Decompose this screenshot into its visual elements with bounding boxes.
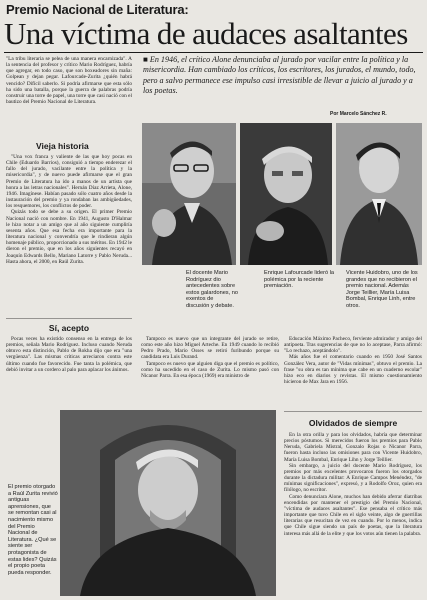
section-heading-vieja: Vieja historia <box>36 141 89 151</box>
section-body-acepto <box>6 336 132 373</box>
photo-raul-zurita <box>60 410 276 596</box>
caption-raul-zurita: El premio otorgado a Raúl Zurita revivió antiguas aprensiones, que se remontan casi al nacimiento mismo del Premio Nacional de Literatura. ¿Qué se siente ser protagonista de estas lides? Quizás el propio poeta pueda responder. <box>8 484 58 576</box>
paragraph: En la otra orilla y para los olvidados, habría que determinar precios póstumos. Si merecidos fueron los premios para Pablo Neruda, Gabriela Mistral, Gonzalo Rojas o Nicanor Parra, fueron hasta incluso las omisiones para con Vicente Huidobro, María Luisa Bombal, Enrique Lihn y Jorge Teillier. <box>284 432 422 463</box>
photo-enrique-lafourcade <box>240 123 332 265</box>
headline-rule <box>4 52 423 53</box>
column-middle <box>141 336 279 379</box>
headline: Una víctima de audaces asaltantes <box>4 16 408 51</box>
byline: Por Marcelo Sánchez R. <box>330 111 387 117</box>
column-right-top <box>284 336 422 385</box>
section-body-olvidados <box>284 432 422 537</box>
divider <box>284 411 422 412</box>
section-heading-olvidados: Olvidados de siempre <box>308 418 398 428</box>
paragraph: Más años fue el comentario cuando en 1950 José Santos González Vera, autor de "Vidas mínimas", obtuvo el premio. La frase "su obra es tan mínima que cabe en un cuaderno escolar" hizo eco en diarios y revistas. El mismo cuestionamiento hicieron de Max Jara en 1956. <box>284 354 422 386</box>
photo-mario-rodriguez <box>142 123 236 265</box>
paragraph: Como denunciara Alone, muchos han debido aferrar diatribas encendidas por mantener el prestigio del Premio Nacional, "víctima de audaces asaltantes". Ese pensaba el crítico más importante que tuvo Chile en el siglo veinte, algo de guerrillas literarias que resucitan de vez en cuando. Por lo menos, indica que Chile sigue siendo un país de poetas, que la literatura interesa más allá de la elite y que los votos aún tienen la palabra. <box>284 493 422 537</box>
photo-vicente-huidobro <box>336 123 422 265</box>
paragraph: Tampoco es nuevo que un integrante del jurado se retire, como este año hizo Miguel Arteche. En 1949 cuando lo recibió Pedro Prado, Mario Osses se retiró furibundo porque su candidata era Luis Durand. <box>141 336 279 361</box>
paragraph: Sin embargo, a juicio del docente Mario Rodríguez, los premios por más excelentes provocaron fueron los otorgados durante la dictadura militar: A Enrique Campos Menéndez, "de mínimas significaciones", expresó, y a Rodolfo Oroz, quien era filólogo, no escritor. <box>284 462 422 494</box>
section-body-vieja <box>6 154 132 265</box>
paragraph: Tampoco es nuevo que alguien diga que el premio es político, como ha sucedido en el caso de Zurita. Lo mismo pasó con Nicanor Parra. En esa época (1969) era ministro de <box>141 360 279 379</box>
divider <box>6 318 132 319</box>
section-heading-acepto: Sí, acepto <box>48 323 90 333</box>
kicker: Premio Nacional de Literatura: <box>6 2 189 17</box>
caption-enrique-lafourcade: Enrique Lafourcade lideró la polémica por la reciente premiación. <box>264 270 334 290</box>
intro-text: "La tribu literaria se pelea de una manera encarnizada". A la sentencia del profesor y crítico Mario Rodríguez, habría que agregar, en todo caso, que son boxeadores sin maña: Golpean y dejan pegar. Lafourcade-Zurita ¿quién habrá vencido? Difícil saberlo. Si podría afirmarse que esta sólo ha sido una batalla, porque la guerra de palabras podría construir una torre de papel, una torre que casi nació con el bautizo del Premio Nacional de Literatura. <box>6 56 132 106</box>
deck: ■ En 1946, el crítico Alone denunciaba al jurado por vacilar entre la política y la misericordia. Han cambiado los críticos, los escritores, los jurados, el mundo, todo, pero a salvo permanece ese impulso casi irresistible de llevar a juicio al jurado y a los poetas. <box>143 55 416 95</box>
paragraph: "Una vox franca y valiente de las que hoy pocas en Chile (Eduardo Barrios), consiguió a tiempo enderezar el fallo del jurado, vacilante entre la política y la misericordia", y de nuevo puede afirmarse que el gran Premio de Literatura ha ido a manos de un artista que honra a las letras nacionales". Hernán Díaz Arrieta, Alone, 1946. Imagínese. Habían pasado sólo cuatro años desde la instauración del premio y ya rondaban las ambigüedades, los resquemores, los conflictos de poder. <box>6 154 132 210</box>
caption-mario-rodriguez: El docente Mario Rodríguez dio antecedentes sobre estos galardones, no exentos de discusión y debate. <box>186 270 238 309</box>
paragraph: Educación Máximo Pacheco, ferviente admirador y amigo del antipoeta. Tras sugerencias de que no lo aceptase, Parra afirmó: "Lo rechazo, aceptándolo". <box>284 336 422 355</box>
caption-vicente-huidobro: Vicente Huidobro, uno de los grandes que no recibieron el premio nacional. Además Jorge Teillier, María Luisa Bombal, Enrique Linh, entre otros. <box>346 270 418 309</box>
paragraph: Quizás todo se debe a su origen. El primer Premio Nacional nació con nombre. En 1941, Augusto D'Halmar le hizo notar a un amigo que al año siguiente cumpliría sesenta años. Que esa fecha era importante para la literatura nacional y convendría que le rindieran algún homenaje público, proporcionado a sus méritos. En 1942 le dieron el premio, que en los años siguientes recayó en Joaquín Edwards Bello, Mariano Latorre y Pablo Neruda... Hasta ahora, el 2000, en Raúl Zurita. <box>6 209 132 265</box>
paragraph: Pocas veces ha existido consenso en la entrega de los premios, señala Mario Rodríguez. Incluso cuando Neruda obtuvo esta distinción, Pablo de Rokha dijo que era "una vergüenza". Las mismas críticas arreciaron contra este último cuando fue favorecido. Fue tanta la polémica, que debió invitar a un cordero al palo para aplacar los ánimos. <box>6 336 132 373</box>
